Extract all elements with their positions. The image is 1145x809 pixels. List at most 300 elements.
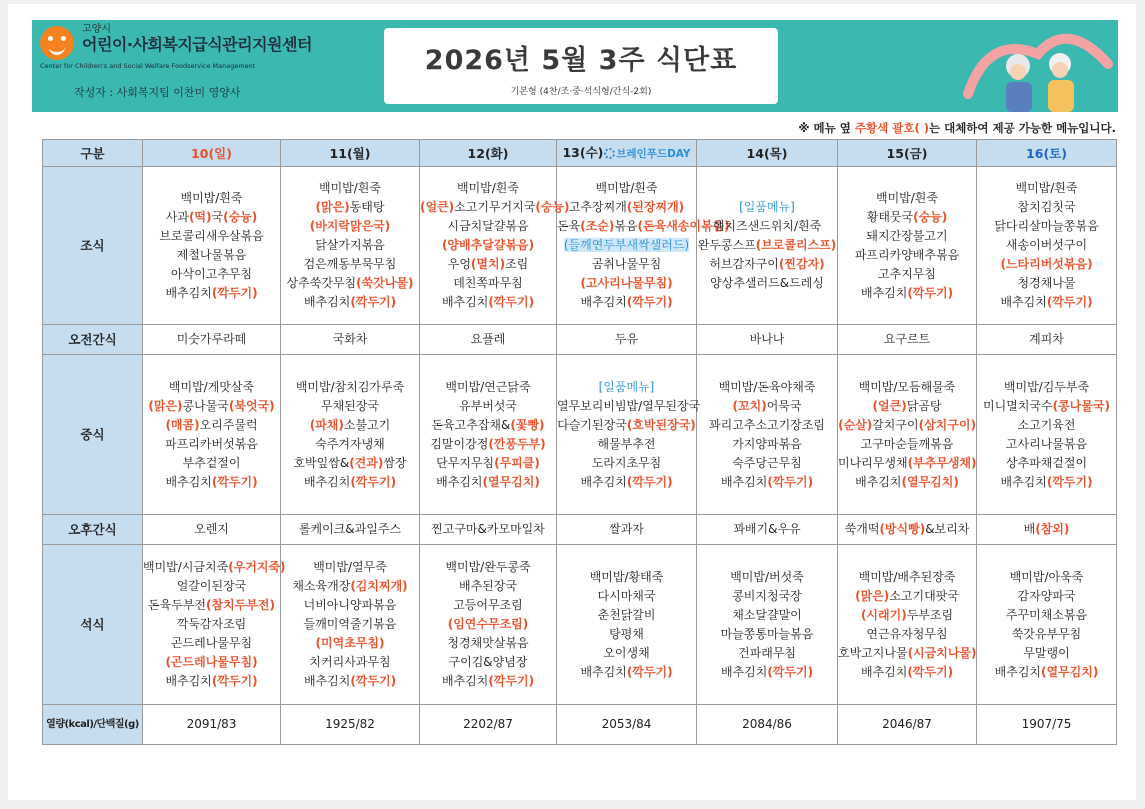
menu-text: 미니멸치국수 [983,398,1053,413]
substitute-menu: (파채) [309,417,344,432]
menu-text: 국 [211,209,224,224]
substitute-menu: (시금치나물) [907,645,977,660]
menu-text: 갈치구이 [872,417,919,432]
menu-line [143,284,280,303]
menu-line [420,577,556,596]
menu-text: 백미밥/완두콩죽 [445,560,531,574]
substitute-menu: (깍두기) [488,674,535,688]
menu-line [697,274,837,293]
menu-cell: 2046/87 [838,705,977,745]
menu-line [420,672,556,691]
substitute-menu: (견과) [349,455,384,470]
menu-text: 소불고기 [343,417,391,432]
menu-text: 배추김치 [165,285,212,300]
substitute-menu: (깍두기) [907,664,954,679]
menu-text: 가지양파볶음 [732,436,802,451]
substitute-menu: (멸치) [470,257,506,271]
menu-line [977,236,1116,255]
menu-text: 볶음 [614,219,638,233]
menu-text: 백미밥/흰죽 [1015,181,1078,195]
substitute-menu: (매콤) [165,417,200,432]
menu-line [838,189,976,208]
substitute-menu: (깍두기) [626,474,673,489]
menu-line [838,473,976,492]
menu-text: 구이김&양념장 [448,655,528,669]
menu-text: 새송이버섯구이 [1005,238,1088,252]
afternoon-snack-row [43,515,1117,545]
menu-line [281,217,419,236]
menu-text: 주꾸미채소볶음 [1005,607,1088,622]
substitute-menu: (깍두기) [488,295,535,309]
menu-text: 검은깨동부묵무침 [303,257,397,271]
day-header-sun: 10(일) [143,140,281,167]
menu-text: 소고기대팟국 [889,588,959,603]
menu-text: 무채된장국 [321,398,379,413]
menu-line [977,606,1116,625]
menu-text: 쌈장 [383,455,407,470]
menu-text: 곤드레나물무침 [170,636,253,650]
center-english-name: Center for Children's and Social Welfare Foodservice Management [40,62,256,70]
menu-text: 무말랭이 [1023,645,1070,660]
menu-text: 데친쪽파무침 [453,276,523,290]
menu-text: 부추겉절이 [182,455,241,470]
substitute-menu: (들깨연두부새싹샐러드) [563,238,690,252]
menu-line [557,416,696,435]
menu-line [281,615,419,634]
menu-cell [838,355,977,515]
menu-line [697,397,837,416]
menu-text: 백미밥/게맛살죽 [168,379,255,394]
menu-line [143,208,280,227]
menu-text: 백미밥/아욱죽 [1009,569,1084,584]
menu-line [977,293,1116,312]
substitute-menu: (깍두기) [907,285,954,300]
page-subtitle: 기본형 (4찬/조·중·석식형/간식-2회) [510,87,652,97]
menu-line [420,473,556,492]
menu-line [697,644,837,663]
substitute-menu: (얼큰) [872,398,907,413]
menu-line [281,255,419,274]
menu-text: 호박고지나물 [838,645,908,660]
day-header-row [43,140,1117,167]
menu-text: 배추김치 [436,474,483,489]
menu-text: 조림 [505,257,529,271]
substitute-menu: (브로콜리스프) [755,238,837,252]
menu-line [977,416,1116,435]
menu-line [977,378,1116,397]
menu-line [838,587,976,606]
substitute-menu: (삼치구이) [918,417,976,432]
menu-text: 백미밥/흰죽 [318,181,381,195]
menu-line [420,634,556,653]
menu-text: 파프리카양배추볶음 [854,247,960,262]
menu-line [557,587,696,606]
menu-line [281,198,419,217]
substitute-menu: (김치찌개) [350,579,408,593]
menu-line [420,217,556,236]
menu-cell [420,355,557,515]
nutrition-row [43,705,1117,745]
menu-cell [557,545,697,705]
menu-cell [697,545,838,705]
menu-line [557,644,696,663]
substitute-menu: (깍두기) [1046,474,1093,489]
menu-line [697,217,837,236]
menu-line [281,274,419,293]
menu-text: 오이생채 [603,645,650,660]
menu-line [143,246,280,265]
menu-text: 허브감자구이 [709,257,779,271]
menu-text: 쌀과자 [609,522,644,536]
menu-line [838,265,976,284]
menu-line [557,568,696,587]
menu-text: 사과 [165,209,189,224]
day-header-wed: 13(수) 브레인푸드DAY [557,140,697,167]
menu-line [557,217,730,236]
menu-line [143,416,280,435]
substitute-menu: (꽃빵) [510,417,545,432]
menu-text: 고사리나물볶음 [1005,436,1088,451]
substitute-menu: (깍두기) [626,295,673,309]
menu-line [838,454,976,473]
meal-label: 조식 [43,167,143,325]
menu-line [697,255,837,274]
menu-text: 백미밥/배추된장죽 [858,569,956,584]
menu-line [281,672,419,691]
menu-sheet [8,4,1136,800]
menu-line [557,435,696,454]
menu-line [977,663,1116,682]
menu-text: 두부조림 [906,607,954,622]
menu-text: 롤케이크&과일주스 [298,522,402,536]
menu-line [420,274,556,293]
menu-text: 꽈배기&우유 [733,522,801,536]
menu-line [697,663,837,682]
menu-line [838,208,976,227]
menu-text: 배추김치 [860,664,908,679]
substitute-menu: (돈육새송이볶음) [637,219,730,233]
substitute-menu: (바지락맑은국) [309,219,391,233]
substitute-menu: (임연수무조림) [447,617,529,631]
menu-line [557,454,696,473]
menu-line [420,653,556,672]
menu-line [281,596,419,615]
menu-text: 백미밥/모듬해물죽 [858,379,956,394]
menu-text: 백미밥/흰죽 [456,181,519,195]
menu-text: 찐고구마&카모마일차 [431,522,545,536]
menu-line [838,397,976,416]
menu-cell [143,545,286,705]
menu-text: 돈육 [557,219,581,233]
menu-line [977,454,1116,473]
menu-line [977,587,1116,606]
menu-text: 오렌지 [194,522,229,536]
substitute-menu: (미역초무침) [315,636,385,650]
meal-label: 오후간식 [43,515,143,545]
menu-text: 숙주겨자냉채 [315,436,385,451]
substitute-menu: (숭늉) [223,209,258,224]
menu-text: 고추지무침 [878,266,936,281]
menu-line [697,473,837,492]
menu-text: 소고기육전 [1017,417,1076,432]
menu-line [281,397,419,416]
menu-cell: 2091/83 [143,705,281,745]
menu-text: 너비아니양파볶음 [303,598,397,612]
menu-text: 배추김치 [580,474,627,489]
menu-cell: 요구르트 [838,325,977,355]
brain-food-day: 브레인푸드DAY [616,147,691,160]
substitute-menu: (떡) [188,209,212,224]
menu-text: 고추장찌개 [568,200,627,214]
menu-line [281,454,419,473]
menu-text: 다슬기된장국 [557,417,627,432]
menu-text: 백미밥/시금치죽 [143,560,229,574]
menu-text: 배추김치 [994,664,1042,679]
day-header-thu: 14(목) [697,140,838,167]
menu-line [143,672,280,691]
substitute-menu: (호박된장국) [626,417,696,432]
menu-cell [281,355,420,515]
menu-line [977,473,1116,492]
menu-line [838,568,976,587]
substitute-menu: (맑은) [315,200,350,214]
menu-text: 춘천닭갈비 [597,607,656,622]
menu-line [697,236,837,255]
menu-text: &보리차 [925,522,970,536]
menu-text: 치커리사과무침 [309,655,391,669]
menu-line [697,454,837,473]
menu-text: 청경채맛살볶음 [447,636,529,650]
dinner-row [43,545,1117,705]
menu-text: 배추김치 [720,664,768,679]
day-header-label: 구분 [43,140,143,167]
menu-line [281,236,419,255]
menu-line [281,179,419,198]
menu-text: 배추김치 [855,474,902,489]
menu-text: 채소육개장 [292,579,351,593]
menu-text: 양상추샐러드&드레싱 [710,276,824,290]
menu-text: 배 [1023,522,1036,536]
menu-line [143,435,280,454]
menu-line [420,558,556,577]
menu-line [697,378,837,397]
menu-text: 곰취나물무침 [591,257,662,271]
substitute-menu: (깍두기) [626,664,673,679]
substitute-menu: (숭늉) [535,200,570,214]
menu-line [143,265,280,284]
substitute-menu: (깐풍두부) [488,436,546,451]
menu-text: 아삭이고추무침 [170,266,253,281]
menu-text: 콩비지청국장 [732,588,802,603]
menu-line [143,397,280,416]
morning-snack-row [43,325,1117,355]
menu-line [557,255,696,274]
menu-text: 백미밥/흰죽 [180,190,243,205]
menu-text: 상추파채겉절이 [1005,455,1088,470]
menu-cell [838,545,977,705]
menu-line [281,435,419,454]
menu-line [838,416,976,435]
menu-text: 배추김치 [580,295,627,309]
menu-text: 고등어무조림 [453,598,523,612]
breakfast-row [43,167,1117,325]
menu-line [281,577,419,596]
day-header-sat: 16(토) [977,140,1117,167]
menu-line [977,198,1116,217]
menu-line [697,587,837,606]
page-title: 2026년 5월 3주 식단표 [424,45,738,76]
menu-text: 배추김치 [303,474,351,489]
menu-text: 쑥개떡 [844,522,880,536]
menu-text: 황태뭇국 [866,209,914,224]
menu-cell [281,515,420,545]
menu-text: 해물부추전 [597,436,656,451]
menu-text: 닭곰탕 [906,398,942,413]
menu-text: 완두콩스프 [697,238,756,252]
menu-text: 햄치즈샌드위치/흰죽 [712,219,822,233]
menu-line [557,293,696,312]
menu-cell [977,545,1117,705]
menu-text: 배추김치 [303,295,351,309]
menu-line [420,435,556,454]
substitute-menu: (맑은) [855,588,890,603]
menu-line [143,653,280,672]
menu-line [838,663,976,682]
menu-line [420,293,556,312]
menu-line [838,246,976,265]
menu-cell [977,515,1117,545]
substitute-menu: (방식빵) [879,522,926,536]
menu-cell [143,515,281,545]
menu-text: 다시마채국 [597,588,656,603]
menu-text: 쑥갓유부무침 [1011,626,1082,641]
menu-line [281,473,419,492]
menu-cell [557,355,701,515]
substitute-menu: (조순) [580,219,615,233]
menu-text: 숙주당근무침 [732,455,802,470]
substitute-menu: (북엇국) [228,398,275,413]
substitute-menu: (고사리나물무침) [580,276,673,290]
menu-text: 꽈리고추소고기장조림 [709,417,825,432]
substitute-menu: (깍두기) [350,674,397,688]
substitute-menu: (곤드레나물무침) [165,655,258,669]
menu-text: 백미밥/흰죽 [875,190,938,205]
menu-text: 탕평채 [609,626,644,641]
menu-text: 배추김치 [860,285,908,300]
menu-line [557,378,696,397]
menu-line [697,435,837,454]
menu-text: 연근유자청무침 [866,626,948,641]
substitute-menu: (시래기) [860,607,907,622]
menu-text: 고구마순들깨볶음 [860,436,954,451]
substitute-menu: (쑥갓나물) [356,276,414,290]
center-name: 어린이·사회복지급식관리지원센터 [82,35,312,54]
title-box [384,28,778,104]
menu-text: 콩나물국 [182,398,229,413]
menu-line [143,615,280,634]
menu-line [420,255,556,274]
menu-text: 들깨미역줄기볶음 [303,617,397,631]
substitute-menu: (부추무생채) [907,455,977,470]
menu-cell: 1907/75 [977,705,1117,745]
menu-line [977,625,1116,644]
menu-line [420,378,556,397]
special-menu-tag: [일품메뉴] [598,379,655,394]
menu-line [143,227,280,246]
substitute-menu: (깍두기) [1046,295,1093,309]
menu-text: 파프리카버섯볶음 [165,436,258,451]
menu-text: 어묵국 [766,398,802,413]
substitute-menu: (찐감자) [778,257,825,271]
menu-cell [838,167,977,325]
menu-cell: 바나나 [697,325,838,355]
menu-cell [420,515,557,545]
menu-text: 우엉 [447,257,471,271]
menu-cell: 국화차 [281,325,420,355]
menu-line [281,634,419,653]
menu-line [420,397,556,416]
menu-line [143,454,280,473]
substitute-menu: (참외) [1035,522,1070,536]
smile-logo-icon [40,26,74,60]
menu-text: 배추김치 [165,474,212,489]
menu-line [143,558,286,577]
menu-line [557,663,696,682]
menu-text: 상추쑥갓무침 [286,276,357,290]
substitute-menu: (맑은) [148,398,183,413]
menu-line [838,435,976,454]
substitute-menu: (깍두기) [211,474,258,489]
menu-cell [420,545,557,705]
menu-text: 채소달걀말이 [732,607,802,622]
menu-line [143,473,280,492]
menu-text: 배추김치 [441,674,489,688]
menu-cell: 2202/87 [420,705,557,745]
menu-text: 배추된장국 [459,579,517,593]
menu-line [420,236,556,255]
menu-line [557,198,696,217]
substitute-menu: (깍두기) [211,285,258,300]
substitute-menu: (양배추달걀볶음) [441,238,535,252]
substitute-menu: (깍두기) [767,474,814,489]
substitute-menu: (깍두기) [350,474,397,489]
menu-line [697,198,837,217]
menu-line [420,416,556,435]
substitute-menu: (순살) [838,417,873,432]
day-header-mon: 11(월) [281,140,420,167]
substitute-menu: (열무김치) [1041,664,1099,679]
substitute-menu: (느타리버섯볶음) [1000,257,1093,271]
menu-text: 미나리무생채 [838,455,908,470]
menu-line [977,217,1116,236]
menu-text: 시금치달걀볶음 [447,219,529,233]
menu-text: 백미밥/돈육야채죽 [718,379,816,394]
substitute-menu: (숭늉) [913,209,948,224]
menu-line [697,606,837,625]
menu-text: 백미밥/김두부죽 [1003,379,1090,394]
day-header-tue: 12(화) [420,140,557,167]
menu-cell [697,515,838,545]
menu-line [143,596,280,615]
substitute-menu: (콩나물국) [1052,398,1110,413]
substitute-menu: (얼큰) [420,200,455,214]
menu-cell: 두유 [557,325,697,355]
menu-cell [697,167,838,325]
menu-line [977,274,1116,293]
menu-line [281,416,419,435]
menu-text: 배추김치 [165,674,212,688]
menu-cell: 미숫가루라떼 [143,325,281,355]
